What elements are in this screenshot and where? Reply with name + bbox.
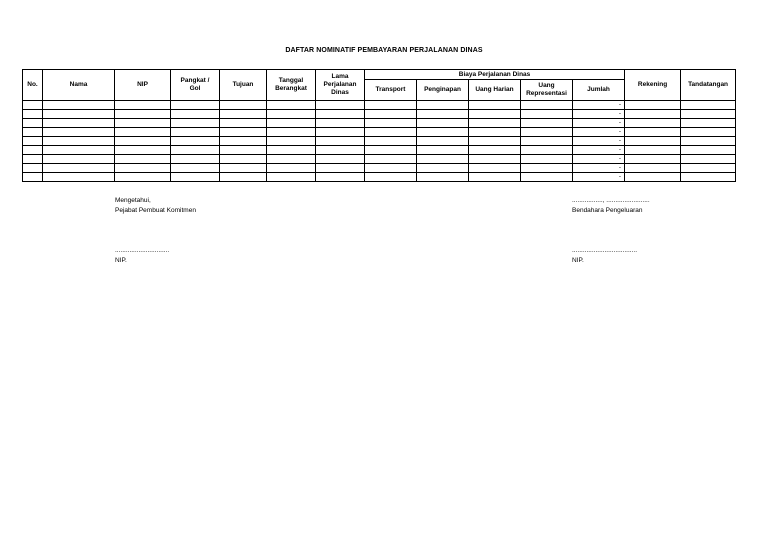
header-jumlah: Jumlah bbox=[573, 80, 625, 101]
table-cell bbox=[469, 164, 521, 173]
table-cell bbox=[115, 155, 171, 164]
table-cell bbox=[267, 128, 316, 137]
table-cell bbox=[23, 101, 43, 110]
ppk-title: Pejabat Pembuat Komitmen bbox=[115, 207, 196, 214]
bendahara-title: Bendahara Pengeluaran bbox=[572, 207, 643, 214]
table-row bbox=[23, 173, 736, 182]
table-cell bbox=[43, 164, 115, 173]
table-cell bbox=[625, 137, 681, 146]
table-cell bbox=[625, 164, 681, 173]
table-cell bbox=[23, 119, 43, 128]
header-biaya-group: Biaya Perjalanan Dinas bbox=[365, 70, 625, 80]
table-cell bbox=[365, 146, 417, 155]
table-cell bbox=[115, 164, 171, 173]
signature-right bbox=[572, 196, 650, 216]
header-lama-perjalanan: Lama Perjalanan Dinas bbox=[316, 70, 365, 101]
jumlah-cell: - bbox=[573, 155, 625, 164]
table-cell bbox=[521, 155, 573, 164]
table-cell bbox=[171, 101, 220, 110]
table-row bbox=[23, 128, 736, 137]
header-nip: NIP bbox=[115, 70, 171, 101]
table-cell bbox=[220, 128, 267, 137]
table-cell bbox=[521, 164, 573, 173]
table-cell bbox=[625, 119, 681, 128]
table-cell bbox=[417, 110, 469, 119]
table-cell bbox=[43, 146, 115, 155]
table-cell bbox=[521, 101, 573, 110]
jumlah-cell: - bbox=[573, 137, 625, 146]
table-cell bbox=[521, 119, 573, 128]
table-cell bbox=[417, 119, 469, 128]
table-cell bbox=[681, 119, 736, 128]
table-cell bbox=[521, 128, 573, 137]
jumlah-cell: - bbox=[573, 119, 625, 128]
table-cell bbox=[625, 101, 681, 110]
table-row bbox=[23, 119, 736, 128]
acknowledge-label: Mengetahui, bbox=[115, 197, 151, 204]
header-pangkat-gol: Pangkat / Gol bbox=[171, 70, 220, 101]
table-cell bbox=[316, 164, 365, 173]
table-cell bbox=[23, 110, 43, 119]
table-cell bbox=[365, 110, 417, 119]
table-cell bbox=[469, 110, 521, 119]
table-cell bbox=[220, 110, 267, 119]
table-cell bbox=[267, 137, 316, 146]
table-cell bbox=[171, 128, 220, 137]
table-cell bbox=[23, 128, 43, 137]
table-row bbox=[23, 155, 736, 164]
table-cell bbox=[171, 173, 220, 182]
table-cell bbox=[469, 101, 521, 110]
header-tandatangan: Tandatangan bbox=[681, 70, 736, 101]
table-cell bbox=[43, 110, 115, 119]
table-cell bbox=[171, 164, 220, 173]
table-cell bbox=[365, 173, 417, 182]
table-cell bbox=[23, 155, 43, 164]
table-cell bbox=[365, 128, 417, 137]
table-cell bbox=[43, 119, 115, 128]
table-cell bbox=[220, 137, 267, 146]
document-title: DAFTAR NOMINATIF PEMBAYARAN PERJALANAN DINAS bbox=[285, 47, 483, 54]
header-penginapan: Penginapan bbox=[417, 80, 469, 101]
table-cell bbox=[316, 155, 365, 164]
table-cell bbox=[316, 173, 365, 182]
header-uang-harian: Uang Harian bbox=[469, 80, 521, 101]
table-cell bbox=[171, 110, 220, 119]
table-cell bbox=[625, 146, 681, 155]
table-cell bbox=[625, 173, 681, 182]
table-row bbox=[23, 137, 736, 146]
table-cell bbox=[115, 173, 171, 182]
table-cell bbox=[220, 173, 267, 182]
table-cell bbox=[220, 164, 267, 173]
table-cell bbox=[625, 155, 681, 164]
table-cell bbox=[681, 137, 736, 146]
table-cell bbox=[681, 146, 736, 155]
header-rekening: Rekening bbox=[625, 70, 681, 101]
table-cell bbox=[171, 146, 220, 155]
table-cell bbox=[171, 137, 220, 146]
table-cell bbox=[267, 101, 316, 110]
table-cell bbox=[469, 146, 521, 155]
table-cell bbox=[43, 137, 115, 146]
table-cell bbox=[365, 137, 417, 146]
table-row bbox=[23, 164, 736, 173]
table-cell bbox=[521, 137, 573, 146]
table-cell bbox=[171, 119, 220, 128]
table-cell bbox=[316, 146, 365, 155]
table-cell bbox=[115, 137, 171, 146]
jumlah-cell: - bbox=[573, 101, 625, 110]
table-cell bbox=[316, 119, 365, 128]
table-cell bbox=[267, 146, 316, 155]
table-cell bbox=[681, 110, 736, 119]
jumlah-cell: - bbox=[573, 128, 625, 137]
table-cell bbox=[417, 164, 469, 173]
table-cell bbox=[469, 173, 521, 182]
table-cell bbox=[43, 155, 115, 164]
table-cell bbox=[23, 173, 43, 182]
table-cell bbox=[220, 146, 267, 155]
place-date-placeholder: ................., ........................ bbox=[572, 197, 650, 204]
table-cell bbox=[115, 101, 171, 110]
jumlah-cell: - bbox=[573, 164, 625, 173]
table-cell bbox=[469, 128, 521, 137]
bendahara-name-placeholder: .................................... bbox=[572, 247, 638, 254]
table-body bbox=[23, 101, 736, 182]
table-cell bbox=[365, 101, 417, 110]
table-cell bbox=[625, 128, 681, 137]
signature-left bbox=[115, 196, 196, 216]
table-cell bbox=[681, 173, 736, 182]
signature-right-name bbox=[572, 246, 637, 266]
table-cell bbox=[365, 155, 417, 164]
table-cell bbox=[417, 146, 469, 155]
table-cell bbox=[417, 173, 469, 182]
nominative-table bbox=[22, 69, 736, 182]
table-cell bbox=[43, 101, 115, 110]
header-transport: Transport bbox=[365, 80, 417, 101]
table-cell bbox=[43, 173, 115, 182]
table-cell bbox=[469, 119, 521, 128]
table-cell bbox=[521, 110, 573, 119]
table-cell bbox=[417, 128, 469, 137]
table-cell bbox=[23, 137, 43, 146]
signature-left-name bbox=[115, 246, 169, 266]
header-tujuan: Tujuan bbox=[220, 70, 267, 101]
table-row bbox=[23, 146, 736, 155]
table-cell bbox=[417, 155, 469, 164]
header-uang-representasi: Uang Representasi bbox=[521, 80, 573, 101]
table-cell bbox=[469, 155, 521, 164]
table-cell bbox=[115, 110, 171, 119]
table-cell bbox=[267, 110, 316, 119]
ppk-nip-label: NIP. bbox=[115, 257, 127, 264]
table-cell bbox=[681, 101, 736, 110]
table-cell bbox=[23, 164, 43, 173]
table-row bbox=[23, 110, 736, 119]
table-cell bbox=[267, 164, 316, 173]
table-cell bbox=[316, 110, 365, 119]
table-cell bbox=[417, 137, 469, 146]
jumlah-cell: - bbox=[573, 173, 625, 182]
table-cell bbox=[316, 128, 365, 137]
table-cell bbox=[521, 173, 573, 182]
table-cell bbox=[267, 155, 316, 164]
header-no: No. bbox=[23, 70, 43, 101]
ppk-name-placeholder: .............................. bbox=[115, 247, 170, 254]
table-cell bbox=[365, 119, 417, 128]
jumlah-cell: - bbox=[573, 146, 625, 155]
table-cell bbox=[220, 119, 267, 128]
table-cell bbox=[681, 155, 736, 164]
table-cell bbox=[681, 164, 736, 173]
table-row bbox=[23, 101, 736, 110]
header-tanggal-berangkat: Tanggal Berangkat bbox=[267, 70, 316, 101]
table-cell bbox=[625, 110, 681, 119]
table-cell bbox=[220, 101, 267, 110]
table-cell bbox=[469, 137, 521, 146]
table-cell bbox=[316, 137, 365, 146]
jumlah-cell: - bbox=[573, 110, 625, 119]
table-cell bbox=[220, 155, 267, 164]
table-cell bbox=[171, 155, 220, 164]
table-cell bbox=[365, 164, 417, 173]
header-nama: Nama bbox=[43, 70, 115, 101]
table-cell bbox=[521, 146, 573, 155]
bendahara-nip-label: NIP. bbox=[572, 257, 584, 264]
table-cell bbox=[417, 101, 469, 110]
table-cell bbox=[681, 128, 736, 137]
table-cell bbox=[316, 101, 365, 110]
table-cell bbox=[23, 146, 43, 155]
table-cell bbox=[115, 146, 171, 155]
table-cell bbox=[43, 128, 115, 137]
table-cell bbox=[115, 128, 171, 137]
table-cell bbox=[267, 119, 316, 128]
table-cell bbox=[115, 119, 171, 128]
table-cell bbox=[267, 173, 316, 182]
